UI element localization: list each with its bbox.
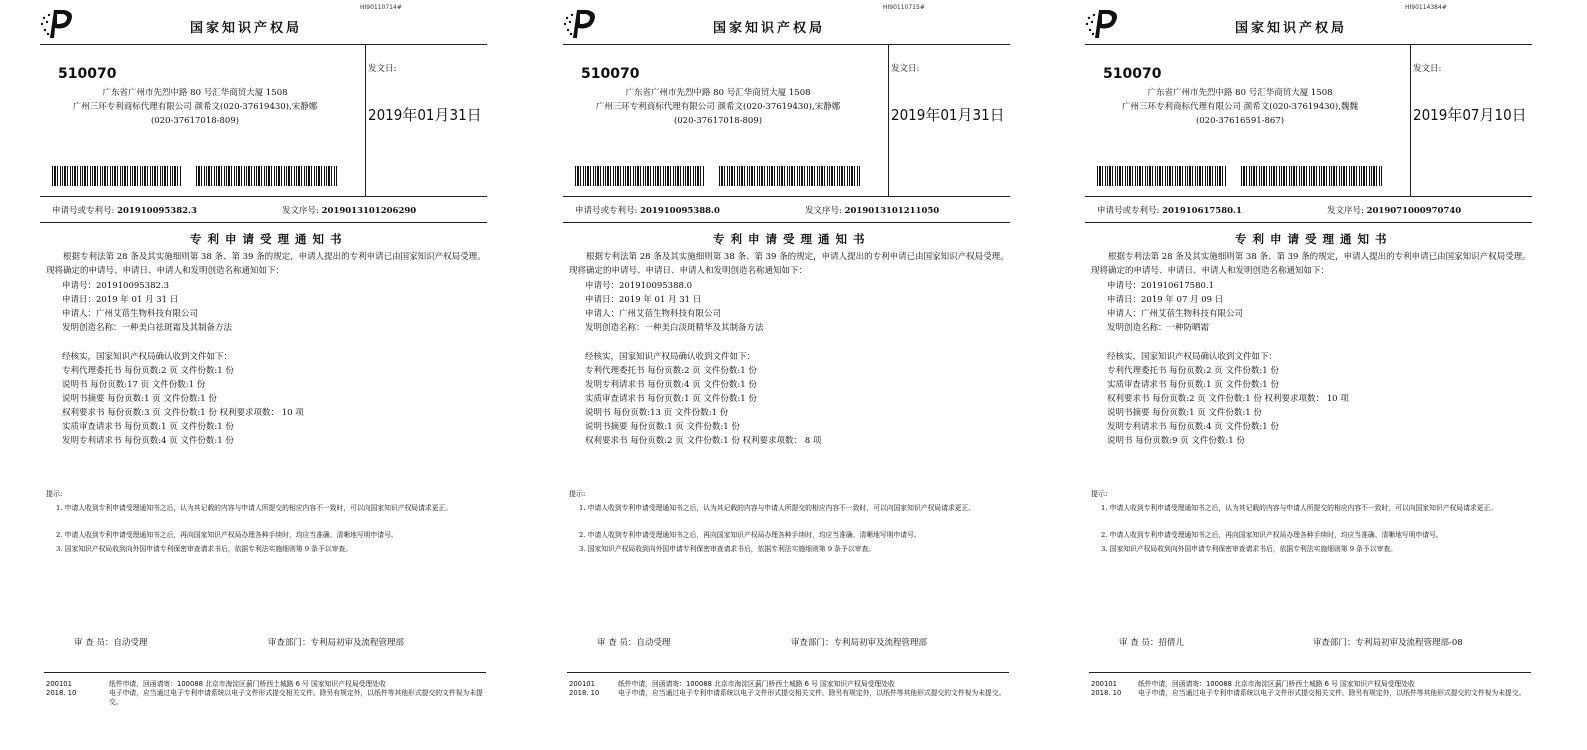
tip-item: 1. 申请人收到专利申请受理通知书之后，认为其记载的内容与申请人所提交的相应内容不一致时，可以向国家知识产权局请求更正。 — [579, 504, 976, 512]
reference-code: HI90110714# — [360, 4, 402, 11]
form-code: 200101 — [569, 680, 595, 688]
office-name: 国家知识产权局 — [190, 21, 303, 36]
application-number-value: 201910617580.1 — [1162, 206, 1242, 216]
send-sequence — [805, 204, 939, 216]
divider — [563, 222, 1010, 223]
divider — [365, 44, 366, 197]
file-item: 说明书摘要 每份页数:1 页 文件份数:1 份 — [62, 394, 217, 404]
send-sequence-label: 发文序号: — [1327, 206, 1364, 216]
application-number-value: 201910095388.0 — [640, 206, 720, 216]
barcode-image — [52, 166, 182, 186]
review-department: 审查部门：专利局初审及流程管理部-08 — [1313, 638, 1463, 648]
tips-header: 提示: — [46, 490, 63, 498]
cnipa-logo-icon — [1085, 6, 1125, 40]
divider — [1085, 222, 1532, 223]
tip-item: 2. 申请人收到专利申请受理通知书之后，再向国家知识产权局办理各种手续时，均应当准确、清晰地写明申请号。 — [579, 531, 921, 539]
office-name: 国家知识产权局 — [1235, 21, 1348, 36]
intro-paragraph: 根据专利法第 28 条及其实施细则第 38 条、第 39 条的规定，申请人提出的专利申请已由国家知识产权局受理。现将确定的申请号、申请日、申请人和发明创造名称通知如下： — [1091, 252, 1531, 276]
address-line: (020-37617018-809) — [150, 116, 240, 126]
address-line: 广东省广州市先烈中路 80 号汇华商贸大厦 1508 — [102, 88, 288, 98]
application-number — [1097, 204, 1242, 216]
barcode-image — [719, 166, 861, 186]
reviewer: 审 查 员：招倩儿 — [1119, 638, 1184, 648]
reviewer: 审 查 员：自动受理 — [597, 638, 671, 648]
send-date: 2019年01月31日 — [368, 106, 482, 124]
review-department: 审查部门：专利局初审及流程管理部 — [791, 638, 928, 648]
barcode-image — [196, 166, 338, 186]
send-sequence — [1327, 204, 1461, 216]
address-line: 广东省广州市先烈中路 80 号汇华商贸大厦 1508 — [1147, 88, 1333, 98]
field-invention-name: 发明创造名称：一种美白淡斑精华及其制备方法 — [585, 323, 764, 333]
send-date-label: 发文日: — [1413, 64, 1442, 74]
form-year: 2018. 10 — [569, 689, 600, 697]
tip-item: 3. 国家知识产权局收到向外国申请专利保密审查请求书后，依据专利法实施细则第 9 条予以审查。 — [579, 545, 875, 553]
address-line: (020-37617018-809) — [673, 116, 763, 126]
reference-code: HI90110715# — [883, 4, 925, 11]
file-item: 发明专利请求书 每份页数:4 页 文件份数:1 份 — [62, 436, 234, 446]
divider — [44, 672, 486, 673]
confirm-text: 经核实，国家知识产权局确认收到文件如下： — [62, 352, 233, 362]
field-application-date: 申请日：2019 年 01 月 31 日 — [62, 295, 179, 305]
application-number-label: 申请号或专利号: — [52, 206, 115, 216]
notice-sheet — [563, 0, 1043, 750]
tip-item: 3. 国家知识产权局收到向外国申请专利保密审查请求书后，依据专利法实施细则第 9 条予以审查。 — [56, 545, 352, 553]
footer-paper-note: 纸件申请，回函请寄：100088 北京市海淀区蓟门桥西土城路 6 号 国家知识产权局受理处收 — [618, 680, 895, 688]
field-invention-name: 发明创造名称：一种防晒霜 — [1107, 323, 1210, 333]
tip-item: 3. 国家知识产权局收到向外国申请专利保密审查请求书后，依据专利法实施细则第 9 条予以审查。 — [1101, 545, 1397, 553]
file-item: 实质审查请求书 每份页数:1 页 文件份数:1 份 — [585, 394, 757, 404]
barcode-image — [1097, 166, 1227, 186]
address-line: 广州三环专利商标代理有限公司 颜希文(020-37619430),宋静娜 — [595, 102, 841, 112]
field-application-number: 申请号：201910095388.0 — [585, 281, 693, 291]
field-application-number: 申请号：201910095382.3 — [62, 281, 170, 291]
file-item: 专利代理委托书 每份页数:2 页 文件份数:1 份 — [1107, 366, 1279, 376]
tip-item: 2. 申请人收到专利申请受理通知书之后，再向国家知识产权局办理各种手续时，均应当准确、清晰地写明申请号。 — [1101, 531, 1443, 539]
review-department: 审查部门：专利局初审及流程管理部 — [268, 638, 405, 648]
confirm-text: 经核实，国家知识产权局确认收到文件如下： — [585, 352, 756, 362]
divider — [40, 44, 487, 45]
cnipa-logo-icon — [40, 6, 80, 40]
barcode-image — [575, 166, 705, 186]
form-code: 200101 — [1091, 680, 1117, 688]
file-item: 权利要求书 每份页数:3 页 文件份数:1 份 权利要求项数： 10 项 — [62, 408, 304, 418]
reviewer: 审 查 员：自动受理 — [74, 638, 148, 648]
tip-item: 1. 申请人收到专利申请受理通知书之后，认为其记载的内容与申请人所提交的相应内容不一致时，可以向国家知识产权局请求更正。 — [1101, 504, 1498, 512]
send-date-label: 发文日: — [368, 64, 397, 74]
confirm-text: 经核实，国家知识产权局确认收到文件如下： — [1107, 352, 1278, 362]
divider — [1085, 196, 1532, 197]
send-date-label: 发文日: — [891, 64, 920, 74]
application-number-value: 201910095382.3 — [117, 206, 197, 216]
document-title: 专利申请受理通知书 — [713, 232, 871, 246]
file-item: 权利要求书 每份页数:2 页 文件份数:1 份 权利要求项数： 8 项 — [585, 436, 822, 446]
file-item: 专利代理委托书 每份页数:2 页 文件份数:1 份 — [585, 366, 757, 376]
divider — [1089, 672, 1531, 673]
send-sequence — [282, 204, 416, 216]
address-line: 广州三环专利商标代理有限公司 颜希文(020-37619430),魏魏 — [1122, 102, 1358, 112]
field-applicant: 申请人：广州艾蓓生物科技有限公司 — [1107, 309, 1244, 319]
notice-sheet — [40, 0, 520, 750]
send-sequence-label: 发文序号: — [805, 206, 842, 216]
footer-electronic-note: 电子申请，应当通过电子专利申请系统以电子文件形式提交相关文件。除另有规定外，以纸件等其他形式提交的文件视为未提交。 — [109, 689, 483, 706]
file-item: 说明书摘要 每份页数:1 页 文件份数:1 份 — [585, 422, 740, 432]
application-number-label: 申请号或专利号: — [1097, 206, 1160, 216]
field-application-date: 申请日：2019 年 01 月 31 日 — [585, 295, 702, 305]
postal-code: 510070 — [58, 66, 117, 82]
footer-paper-note: 纸件申请，回函请寄：100088 北京市海淀区蓟门桥西土城路 6 号 国家知识产权局受理处收 — [109, 680, 386, 688]
send-sequence-value: 2019013101206290 — [321, 206, 417, 216]
divider — [1085, 44, 1532, 45]
footer-electronic-note: 电子申请，应当通过电子专利申请系统以电子文件形式提交相关文件。除另有规定外，以纸件等其他形式提交的文件视为未提交。 — [618, 689, 1006, 697]
file-item: 发明专利请求书 每份页数:4 页 文件份数:1 份 — [1107, 422, 1279, 432]
file-item: 实质审查请求书 每份页数:1 页 文件份数:1 份 — [1107, 380, 1279, 390]
field-application-number: 申请号：201910617580.1 — [1107, 281, 1215, 291]
file-item: 说明书 每份页数:17 页 文件份数:1 份 — [62, 380, 206, 390]
file-item: 说明书摘要 每份页数:1 页 文件份数:1 份 — [1107, 408, 1262, 418]
form-code: 200101 — [46, 680, 72, 688]
tip-item: 2. 申请人收到专利申请受理通知书之后，再向国家知识产权局办理各种手续时，均应当准确、清晰地写明申请号。 — [56, 531, 398, 539]
document-title: 专利申请受理通知书 — [190, 232, 348, 246]
application-number-label: 申请号或专利号: — [575, 206, 638, 216]
tips-header: 提示: — [1091, 490, 1108, 498]
divider — [40, 222, 487, 223]
file-item: 专利代理委托书 每份页数:2 页 文件份数:1 份 — [62, 366, 234, 376]
divider — [1410, 44, 1411, 197]
postal-code: 510070 — [1103, 66, 1162, 82]
form-year: 2018. 10 — [46, 689, 77, 697]
address-line: (020-37616591-867) — [1195, 116, 1285, 126]
tip-item: 1. 申请人收到专利申请受理通知书之后，认为其记载的内容与申请人所提交的相应内容不一致时，可以向国家知识产权局请求更正。 — [56, 504, 453, 512]
field-applicant: 申请人：广州艾蓓生物科技有限公司 — [62, 309, 199, 319]
footer-electronic-note: 电子申请，应当通过电子专利申请系统以电子文件形式提交相关文件。除另有规定外，以纸件等其他形式提交的文件视为未提交。 — [1138, 689, 1526, 697]
field-invention-name: 发明创造名称：一种美白祛斑霜及其制备方法 — [62, 323, 233, 333]
barcode-image — [1241, 166, 1383, 186]
file-item: 权利要求书 每份页数:2 页 文件份数:1 份 权利要求项数： 10 项 — [1107, 394, 1349, 404]
file-item: 发明专利请求书 每份页数:4 页 文件份数:1 份 — [585, 380, 757, 390]
send-sequence-label: 发文序号: — [282, 206, 319, 216]
divider — [567, 672, 1009, 673]
document-title: 专利申请受理通知书 — [1235, 232, 1393, 246]
intro-paragraph: 根据专利法第 28 条及其实施细则第 38 条、第 39 条的规定，申请人提出的专利申请已由国家知识产权局受理。现将确定的申请号、申请日、申请人和发明创造名称通知如下： — [569, 252, 1009, 276]
file-item: 说明书 每份页数:13 页 文件份数:1 份 — [585, 408, 729, 418]
tips-header: 提示: — [569, 490, 586, 498]
divider — [563, 196, 1010, 197]
application-number — [52, 204, 197, 216]
reference-code: HI90114384# — [1405, 4, 1447, 11]
send-sequence-value: 2019071000970740 — [1366, 206, 1462, 216]
divider — [563, 44, 1010, 45]
intro-paragraph: 根据专利法第 28 条及其实施细则第 38 条、第 39 条的规定，申请人提出的专利申请已由国家知识产权局受理。现将确定的申请号、申请日、申请人和发明创造名称通知如下： — [46, 252, 486, 276]
form-year: 2018. 10 — [1091, 689, 1122, 697]
office-name: 国家知识产权局 — [713, 21, 826, 36]
divider — [40, 196, 487, 197]
application-number — [575, 204, 720, 216]
field-application-date: 申请日：2019 年 07 月 09 日 — [1107, 295, 1224, 305]
send-date: 2019年01月31日 — [891, 106, 1005, 124]
send-date: 2019年07月10日 — [1413, 106, 1527, 124]
notice-sheet — [1085, 0, 1565, 750]
footer-paper-note: 纸件申请，回函请寄：100088 北京市海淀区蓟门桥西土城路 6 号 国家知识产权局受理处收 — [1138, 680, 1415, 688]
address-line: 广东省广州市先烈中路 80 号汇华商贸大厦 1508 — [625, 88, 811, 98]
send-sequence-value: 2019013101211050 — [844, 206, 940, 216]
cnipa-logo-icon — [563, 6, 603, 40]
file-item: 实质审查请求书 每份页数:1 页 文件份数:1 份 — [62, 422, 234, 432]
address-line: 广州三环专利商标代理有限公司 颜希文(020-37619430),宋静娜 — [72, 102, 318, 112]
file-item: 说明书 每份页数:9 页 文件份数:1 份 — [1107, 436, 1245, 446]
divider — [888, 44, 889, 197]
postal-code: 510070 — [581, 66, 640, 82]
field-applicant: 申请人：广州艾蓓生物科技有限公司 — [585, 309, 722, 319]
